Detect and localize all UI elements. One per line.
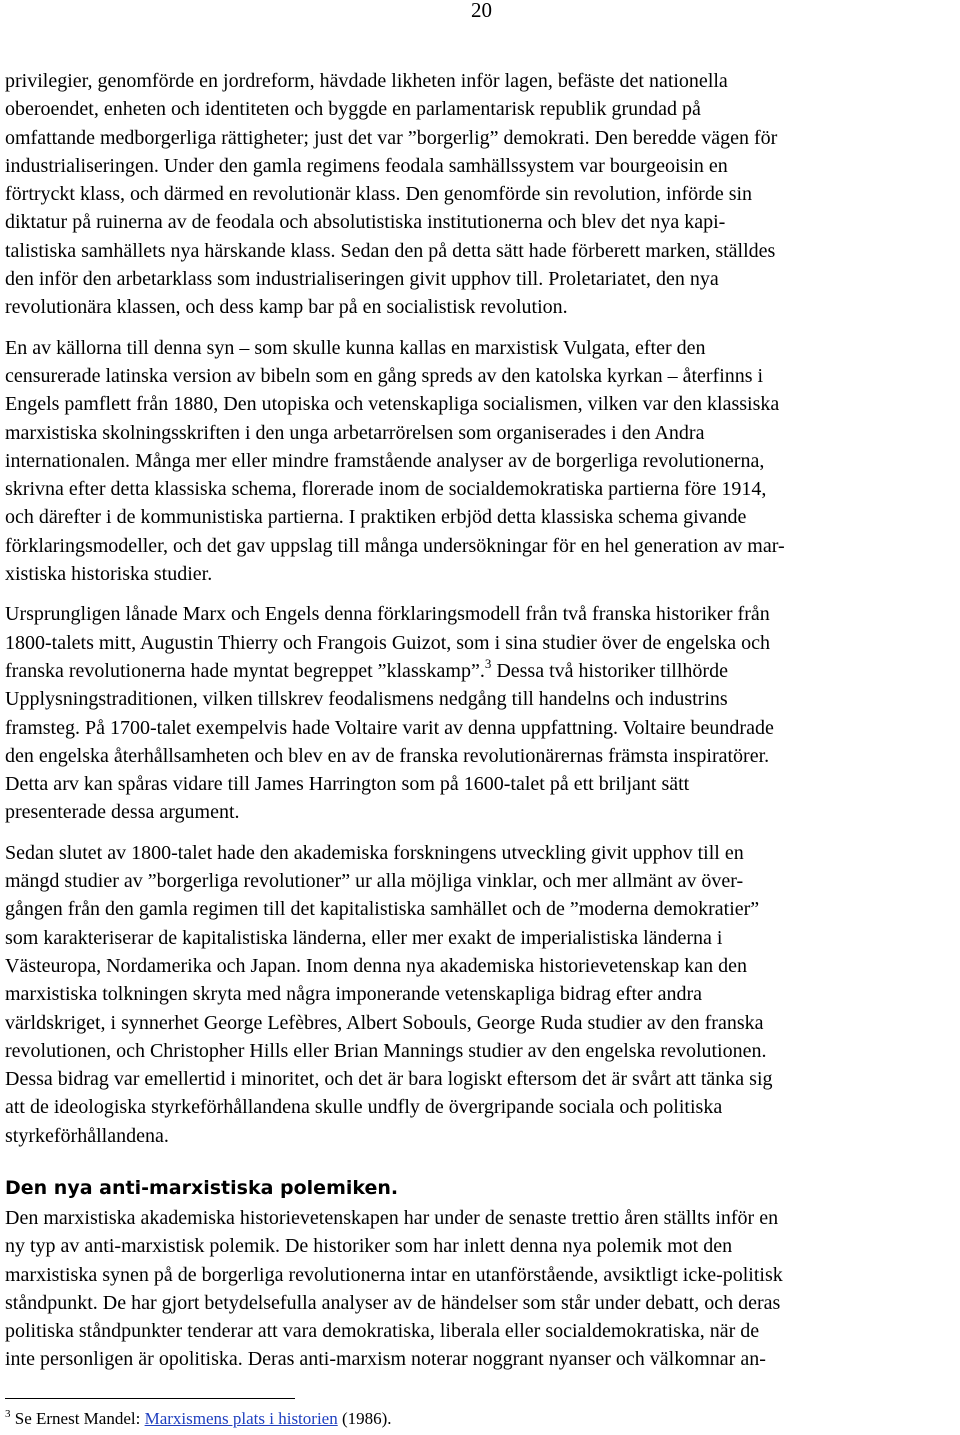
- footnote-number: 3: [5, 1408, 11, 1420]
- text-line: och därefter i de kommunistiska partierna. I praktiken erbjöd detta klassiska schema givande: [5, 506, 747, 529]
- footnote-prefix: Se Ernest Mandel:: [10, 1409, 145, 1428]
- text-line: omfattande medborgerliga rättigheter; just det var ”borgerlig” demokrati. Den beredde vägen för: [5, 126, 778, 149]
- text-line: marxistiska tolkningen skryta med några imponerande vetenskapliga bidrag efter andra: [5, 983, 702, 1006]
- footnote-separator: [5, 1398, 295, 1399]
- text-line: den engelska återhållsamheten och blev en av de franska revolutionärernas främsta inspiratörer.: [5, 744, 770, 767]
- text-line: mängd studier av ”borgerliga revolutioner” ur alla möjliga vinklar, och mer allmänt av över-: [5, 870, 744, 893]
- text-line: industrialiseringen. Under den gamla regimens feodala samhällssystem var bourgeoisin en: [5, 154, 728, 177]
- text-line: privilegier, genomförde en jordreform, hävdade likheten inför lagen, befäste det nationella: [5, 70, 728, 92]
- text-line: diktatur på ruinerna av de feodala och absolutistiska institutionerna och blev det nya kapi-: [5, 211, 726, 234]
- text-line: 1800-talets mitt, Augustin Thierry och Frangois Guizot, som i sina studier över de engelska och: [5, 631, 771, 654]
- text-line: oberoendet, enheten och identiteten och byggde en parlamentarisk republik grundad på: [5, 98, 701, 121]
- text-line: xistiska historiska studier.: [5, 563, 213, 586]
- text-line: censurerade latinska version av bibeln som en gång spreds av den katolska kyrkan – återfinns i: [5, 364, 764, 387]
- footnote-link[interactable]: Marxismens plats i historien: [144, 1409, 338, 1428]
- text-line: marxistiska synen på de borgerliga revolutionerna intar en utanförstående, avsiktligt icke-politisk: [5, 1263, 783, 1286]
- text-line: Sedan slutet av 1800-talet hade den akademiska forskningens utveckling givit upphov till en: [5, 841, 744, 864]
- document-body: [5, 67, 955, 1386]
- footnote: [5, 1407, 392, 1431]
- text-line: skrivna efter detta klassiska schema, florerade inom de socialdemokratiska partierna före 1914,: [5, 478, 767, 501]
- text-line: talistiska samhällets nya härskande klass. Sedan den på detta sätt hade förberett marken, ställdes: [5, 239, 776, 262]
- text-line: revolutionära klassen, och dess kamp bar på en socialistisk revolution.: [5, 296, 568, 319]
- text-segment: Dessa två historiker tillhörde: [491, 659, 728, 682]
- text-line: styrkeförhållandena.: [5, 1124, 169, 1147]
- text-segment: franska revolutionerna hade myntat begreppet ”klasskamp”.: [5, 659, 485, 682]
- text-line: Engels pamflett från 1880, Den utopiska och vetenskapliga socialismen, vilken var den klassiska: [5, 393, 780, 416]
- text-line: gången från den gamla regimen till det kapitalistiska samhället och de ”moderna demokratier”: [5, 898, 760, 921]
- text-line: revolutionen, och Christopher Hills eller Brian Mannings studier av den engelska revolutionen.: [5, 1039, 767, 1062]
- paragraph-1: [5, 67, 955, 322]
- text-line: Upplysningstraditionen, vilken tillskrev feodalismens nedgång till handelns och industrins: [5, 688, 728, 711]
- text-line: Ursprungligen lånade Marx och Engels denna förklaringsmodell från två franska historiker från: [5, 603, 770, 626]
- text-line: Detta arv kan spåras vidare till James Harrington som på 1600-talet på ett briljant sätt: [5, 773, 690, 796]
- paragraph-4: [5, 839, 955, 1150]
- text-line: framsteg. På 1700-talet exempelvis hade Voltaire varit av denna uppfattning. Voltaire beundrade: [5, 716, 774, 739]
- text-line: inte personligen är opolitiska. Deras anti-marxism noterar noggrant nyanser och välkomnar an-: [5, 1348, 766, 1371]
- text-line: att de ideologiska styrkeförhållandena skulle undfly de övergripande sociala och politiska: [5, 1096, 723, 1119]
- text-line: som karakteriserar de kapitalistiska länderna, eller mer exakt de imperialistiska länderna i: [5, 926, 723, 949]
- text-line: presenterade dessa argument.: [5, 801, 240, 824]
- paragraph-5: [5, 1204, 955, 1374]
- text-line: förklaringsmodeller, och det gav uppslag till många undersökningar för en hel generation av mar-: [5, 534, 785, 557]
- text-line: politiska ståndpunkter tenderar att vara demokratiska, liberala eller socialdemokratiska, när de: [5, 1320, 760, 1343]
- text-line: förtryckt klass, och därmed en revolutionär klass. Den genomförde sin revolution, införde sin: [5, 183, 753, 206]
- section-heading: Den nya anti-marxistiska polemiken.: [5, 1176, 399, 1199]
- footnote-reference[interactable]: 3: [484, 655, 492, 671]
- text-line: världskriget, i synnerhet George Lefèbres, Albert Sobouls, George Ruda studier av den franska: [5, 1011, 764, 1034]
- text-line: den inför den arbetarklass som industrialiseringen givit upphov till. Proletariatet, den nya: [5, 268, 719, 291]
- text-line: En av källorna till denna syn – som skulle kunna kallas en marxistisk Vulgata, efter den: [5, 336, 706, 359]
- text-line: Den marxistiska akademiska historievetenskapen har under de senaste trettio åren ställts inför en: [5, 1206, 779, 1229]
- text-line: Västeuropa, Nordamerika och Japan. Inom denna nya akademiska historievetenskap kan den: [5, 954, 747, 977]
- paragraph-3: [5, 600, 955, 826]
- text-line: [5, 657, 955, 685]
- text-line: ståndpunkt. De har gjort betydelsefulla analyser av de händelser som står under debatt, och deras: [5, 1291, 781, 1314]
- text-line: Dessa bidrag var emellertid i minoritet, och det är bara logiskt eftersom det är svårt att tänka sig: [5, 1068, 773, 1091]
- text-line: marxistiska skolningsskriften i den unga arbetarrörelsen som organiserades i den Andra: [5, 421, 705, 444]
- page-number: 20: [471, 0, 492, 22]
- text-line: internationalen. Många mer eller mindre framstående analyser av de borgerliga revolutionerna,: [5, 449, 765, 472]
- footnote-suffix: (1986).: [337, 1409, 392, 1428]
- text-line: ny typ av anti-marxistisk polemik. De historiker som har inlett denna nya polemik mot den: [5, 1235, 733, 1258]
- paragraph-2: [5, 334, 955, 589]
